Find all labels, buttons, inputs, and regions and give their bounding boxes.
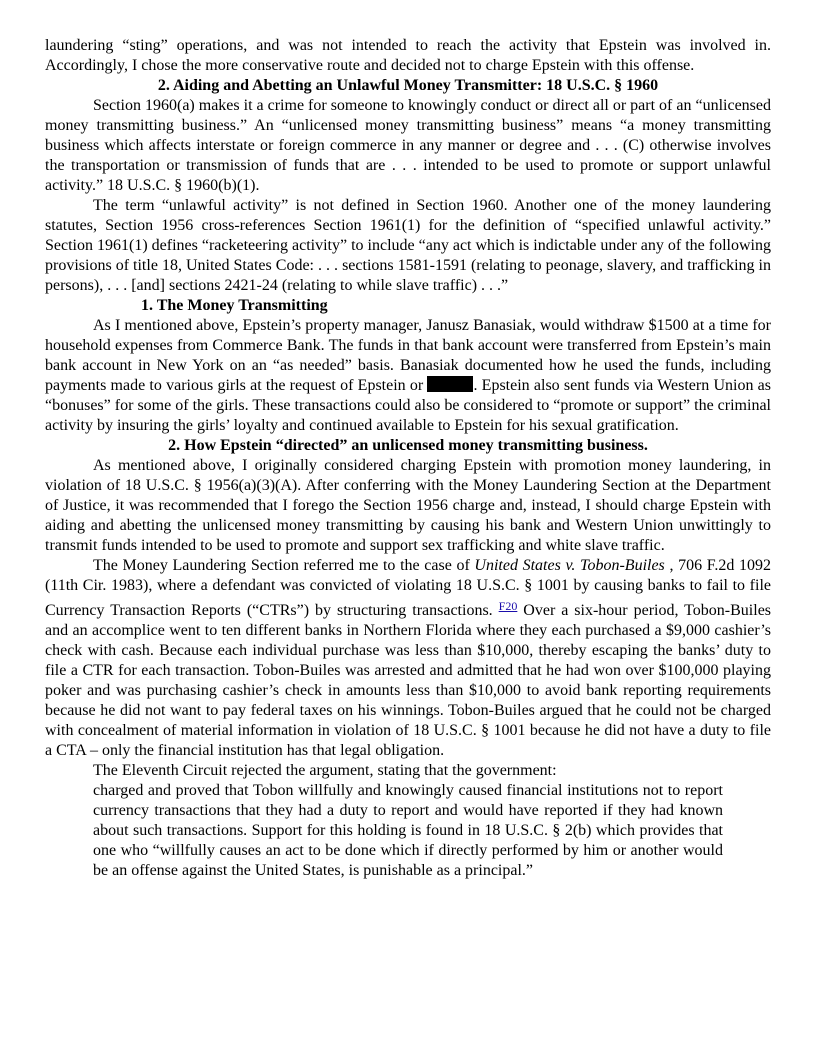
redaction-box (427, 376, 473, 392)
case-citation: United States v. Tobon-Builes (474, 557, 665, 574)
paragraph-1960a: Section 1960(a) makes it a crime for someone to knowingly conduct or direct all or part of an “unlicensed money transmitting business.” An “unlicensed money transmitting business” means “a money transmitting business which affects interstate or foreign commerce in any manner or degree and . . . (C) otherwise involves the transportation or transmission of funds that are . . . intended to be used to promote or support unlawful activity.” 18 U.S.C. § 1960(b)(1). (45, 97, 772, 194)
text-part: The Money Laundering Section referred me to the case of (93, 557, 475, 574)
text-part: Over a six-hour period, Tobon-Builes and an accomplice went to ten different banks in Northern Florida where they each purchased a $9,000 cashier’s check with cash. Because each individual purchase was less than $10,000, thereby escaping the banks’ duty to file a CTR for each transaction. Tobon-Builes was arrested and admitted that he had won over $100,000 playing poker and was purchasing cashier’s check in amounts less than $10,000 to avoid bank reporting requirements because he did not want to pay federal taxes on his winnings. Tobon-Builes argued that he could not be charged with concealment of material information in violation of 18 U.S.C. § 1001 because he did not have a duty to file a CTA – only the financial institution has that legal obligation. (45, 602, 772, 759)
text-part: As I mentioned above, Epstein’s property manager, Janusz Banasiak, would withdraw $1500 at a time for household expenses from Commerce Bank. The funds in that bank account were transferred from Epstein’s main bank account in New York on an “as needed” basis. Banasiak documented how he used the funds, including payments made to various girls at the request of Epstein or (45, 317, 771, 394)
footnote-link[interactable]: F20 (498, 599, 518, 613)
paragraph-tobon-builes (45, 556, 771, 761)
block-quote: charged and proved that Tobon willfully and knowingly caused financial institutions not to report currency transactions that they had a duty to report and would have reported if they had known about such transactions. Support for this holding is found in 18 U.S.C. § 2(b) which provides that one who “willfully causes an act to be done which if directly performed by him or another would be an offense against the United States, is punishable as a principal.” (93, 782, 723, 879)
document-page (45, 36, 771, 881)
paragraph-promotion: As mentioned above, I originally considered charging Epstein with promotion money laundering, in violation of 18 U.S.C. § 1956(a)(3)(A). After conferring with the Money Laundering Section at the Department of Justice, it was recommended that I forego the Section 1956 charge and, instead, I should charge Epstein with aiding and abetting the unlicensed money transmitting by causing his bank and Western Union unwittingly to transmit funds intended to be used to promote and support sex trafficking and white slave traffic. (45, 457, 771, 554)
paragraph-money-transmitting (45, 316, 771, 436)
subheading-directed: 2. How Epstein “directed” an unlicensed money transmitting business. (168, 437, 648, 454)
paragraph-eleventh-circuit: The Eleventh Circuit rejected the argument, stating that the government: (93, 762, 557, 779)
paragraph-intro: laundering “sting” operations, and was not intended to reach the activity that Epstein was involved in. Accordingly, I chose the more conservative route and decided not to charge Epstein with this offense. (45, 37, 771, 74)
section-heading-1960: 2. Aiding and Abetting an Unlawful Money Transmitter: 18 U.S.C. § 1960 (157, 77, 659, 94)
text-part: . Epstein also sent funds via Western Union as “bonuses” for some of the girls. These transactions could also be considered to “promote or support” the criminal activity by insuring the girls’ loyalty and continued available to Epstein for his sexual gratification. (45, 377, 772, 434)
text-part: , 706 F.2d 1092 (11th Cir. 1983), where a defendant was convicted of violating 18 U.S.C. § 1001 by causing banks to fail to file Currency Transaction Reports (“CTRs”) by structuring transactions. (45, 557, 771, 619)
paragraph-unlawful-activity: The term “unlawful activity” is not defined in Section 1960. Another one of the money laundering statutes, Section 1956 cross-references Section 1961(1) for the definition of “specified unlawful activity.” Section 1961(1) defines “racketeering activity” to include “any act which is indictable under any of the following provisions of title 18, United States Code: . . . sections 1581-1591 (relating to peonage, slavery, and trafficking in persons), . . . [and] sections 2421-24 (relating to while slave traffic) . . .” (45, 197, 771, 294)
subheading-money-transmitting: 1. The Money Transmitting (141, 297, 328, 314)
